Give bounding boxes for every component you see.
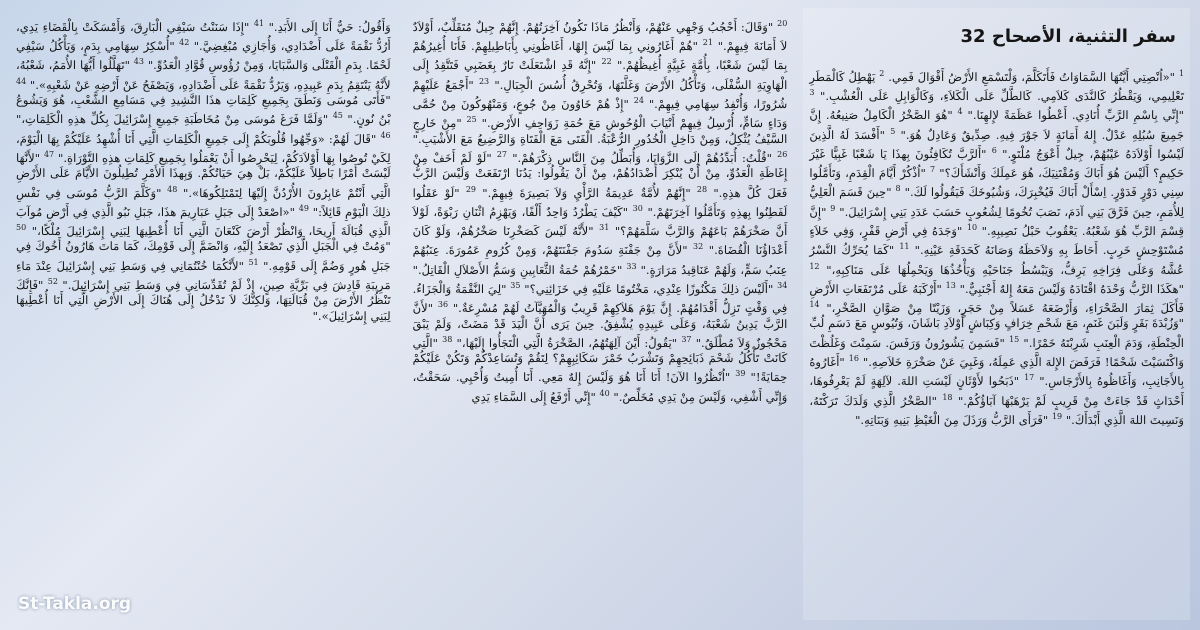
verse-number: 22 bbox=[601, 57, 612, 67]
verse bbox=[452, 336, 691, 350]
verse-number: 47 bbox=[43, 150, 55, 159]
verse-number: 10 bbox=[966, 223, 978, 233]
verse bbox=[520, 282, 787, 296]
verse-number: 33 bbox=[626, 261, 637, 271]
scripture-page bbox=[10, 8, 1190, 620]
verse-text: "فَسَمِنَ يَشُورُونُ وَرَفَسَ. سَمِنْتَ وَغَلُظْتَ وَاكْتَسَيْتَ شَحْمًا! فَرَفَضَ الإِلهَ الَّذِي عَمِلَهُ، وَغَبِيَ عَنْ صَخْرَةِ خَلاَصِهِ." bbox=[809, 335, 1185, 369]
verse-number: 15 bbox=[1009, 334, 1020, 344]
verse-text: "الَّتِي كَانَتْ تَأْكُلُ شَحْمَ ذَبَائِحِهِمْ وَتَشْرَبُ خَمْرَ سَكَائِبِهِمْ؟ لِتَقُمْ وَتُسَاعِدْكُمْ وَتَكُنْ عَلَيْكُمْ حِمَايَةً!" bbox=[412, 335, 788, 385]
verse-text: "وَكَلَّمَ الرَّبُّ مُوسَى فِي نَفْسِ ذلِكَ الْيَوْمِ قَائِلاً:" bbox=[15, 185, 391, 219]
verse-number: 16 bbox=[848, 354, 859, 364]
verse bbox=[476, 186, 707, 200]
chapter-title: سفر التثنية، الأصحاح 32 bbox=[960, 26, 1176, 47]
verse-text: "وَمُتْ فِي الْجَبَلِ الَّذِي تَصْعَدُ إِلَيْهِ، وَانْضَمَّ إِلَى قَوْمِكَ، كَمَا مَاتَ هَارُونُ أَخُوكَ فِي جَبَلِ هُورٍ وَضُمَّ إِلَى قَوْمِهِ." bbox=[15, 239, 391, 273]
text-column-right bbox=[803, 8, 1190, 620]
verse-text: "لأَنَّهُ لَيْسَ كَصَخْرِنَا صَخْرُهُمْ، وَلَوْ كَانَ أَعْدَاؤُنَا الْقُضَاةَ." bbox=[412, 224, 788, 258]
verse-number: 1 bbox=[1178, 69, 1185, 78]
verse-number: 6 bbox=[991, 146, 997, 156]
verse-number: 13 bbox=[945, 280, 956, 290]
verse-number: 40 bbox=[599, 388, 610, 398]
verse-number: 41 bbox=[253, 19, 265, 28]
verse-text: "لأَنَّ الرَّبَّ يَدِينُ شَعْبَهُ، وَعَلَى عَبِيدِهِ يُشْفِقُ. حِينَ يَرَى أَنَّ الْيَدَ قَدْ مَضَتْ، وَلَمْ يَبْقَ مَحْجُوزٌ وَلاَ مُطْلَقٌ." bbox=[412, 301, 788, 350]
verse-text: "ذَبَحُوا لأَوْثَانٍ لَيْسَتِ اللهَ. لآلِهَةٍ لَمْ يَعْرِفُوهَا، أَحْدَاثٍ قَدْ جَاءَتْ مِنْ قَرِيبٍ لَمْ يَرْهَبْهَا آبَاؤُكُمْ." bbox=[809, 374, 1185, 408]
verse-number: 36 bbox=[437, 300, 449, 310]
verse-text: "إِنَّهُ قَدِ اشْتَعَلَتْ نَارٌ بِغَضَبِي فَتَتَّقِدُ إِلَى الْهَاوِيَةِ السُّفْلَى، وَتَأْكُلُ الأَرْضَ وَغَلَّتَهَا، وَتُحْرِقُ أُسُسَ الْجِبَالِ." bbox=[412, 58, 788, 92]
verse-text: "فَرَأَى الرَّبُّ وَرَذَلَ مِنَ الْغَيْظِ بَنِيهِ وَبَنَاتِهِ." bbox=[855, 412, 1049, 427]
verse-text: "قُلْتُ: أُبَدِّدُهُمْ إِلَى الزَّوَايَا، وَأُبَطِّلُ مِنَ النَّاسِ ذِكْرَهُمْ." bbox=[512, 150, 772, 165]
verse-number: 35 bbox=[510, 281, 521, 290]
verse-text: "هُمْ أَغَارُونِي بِمَا لَيْسَ إِلهًا، أَغَاظُونِي بِأَبَاطِيلِهِمْ. فَأَنَا أُغِيرُهُمْ بِمَا لَيْسَ شَعْبًا، بِأُمَّةٍ غَبِيَّةٍ أُغِيظُهُمْ." bbox=[412, 39, 788, 73]
verse-number: 28 bbox=[696, 184, 708, 194]
verse-number: 43 bbox=[133, 57, 144, 67]
verse-text: "حِينَ قَسَمَ الْعَلِيُّ لِلأُمَمِ، حِينَ فَرَّقَ بَنِي آدَمَ، نَصَبَ تُخُومًا لِشُعُوبٍ حَسَبَ عَدَدِ بَنِي إِسْرَائِيلَ." bbox=[809, 185, 1185, 219]
verse-text: "أَلَيْسَ ذلِكَ مَكْنُوزًا عِنْدِي، مَخْتُومًا عَلَيْهِ فِي خَزَائِنِي؟" bbox=[524, 281, 774, 296]
verse-number: 25 bbox=[466, 115, 477, 125]
verse-text: "مِنْ خَارِجٍ السَّيْفُ يُثْكِلُ، وَمِنْ دَاخِلِ الْخُدُورِ الرُّعْبَةُ. الْفَتَى مَعَ الْفَتَاةِ وَالرَّضِيعُ مَعَ الأَشْيَبِ." bbox=[412, 116, 788, 146]
verse-text: "خَمْرُهُمْ حُمَةُ الثَّعَابِينِ وَسَمُّ الأَصْلاَلِ الْقَاتِلُ." bbox=[412, 262, 623, 277]
verse-text: "أَجْمَعُ عَلَيْهِمْ شُرُورًا، وَأُنْفِدُ سِهَامِي فِيهِمْ." bbox=[412, 77, 788, 111]
verse-text: "وَزُبْدَةَ بَقَرٍ وَلَبَنَ غَنَمٍ، مَعَ شَحْمِ خِرَافٍ وَكِبَاشٍ أَوْلاَدِ بَاشَانَ، وَتُيُوسٍ مَعَ دَسَمِ لُبِّ الْحِنْطَةِ، وَدَمَ الْعِنَبِ شَرِبْتَهُ خَمْرًا." bbox=[809, 316, 1184, 350]
text-column-left bbox=[10, 8, 397, 620]
verse-number: 50 bbox=[15, 223, 27, 233]
verse bbox=[507, 151, 787, 165]
verse-text: "لأَنَّهَا لَيْسَتْ أَمْرًا بَاطِلاً عَلَيْكُمْ، بَلْ هِيَ حَيَاتُكُمْ. وَبِهذَا الأَمْرِ تُطِيلُونَ الأَيَّامَ عَلَى الأَرْضِ الَّتِي أَنْتُمْ عَابِرُونَ الأُرْدُنَّ إِلَيْهَا لِتَمْتَلِكُوهَا»." bbox=[15, 150, 391, 200]
verse-block bbox=[16, 16, 391, 324]
verse-text: "أَرْكَبَهُ عَلَى مُرْتَفَعَاتِ الأَرْضِ فَأَكَلَ ثِمَارَ الصَّحْرَاءِ، وَأَرْضَعَهُ عَسَلاً مِنْ حَجَرٍ، وَزَيْتًا مِنْ صَوَّانِ الصَّخْرِ،" bbox=[809, 281, 1184, 316]
verse-text: "هُوَ الصَّخْرُ الْكَامِلُ صَنِيعُهُ. إِنَّ جَمِيعَ سُبُلِهِ عَدْلٌ. إِلهُ أَمَانَةٍ لاَ جَوْرَ فِيهِ. صِدِّيقٌ وَعَادِلٌ هُوَ." bbox=[809, 108, 1184, 142]
verse-text: "هكَذَا الرَّبُّ وَحْدَهُ اقْتَادَهُ وَلَيْسَ مَعَهُ إِلهٌ أَجْنَبِيٌّ." bbox=[959, 281, 1184, 296]
verse-number: 44 bbox=[15, 76, 27, 86]
verse-number: 26 bbox=[777, 150, 788, 159]
verse-number: 42 bbox=[179, 38, 190, 48]
verse-text: "فَإِنَّكَ تَنْظُرُ الأَرْضَ مِنْ قُبَالَتِهَا، وَلكِنَّكَ لاَ تَدْخُلُ إِلَى هُنَاكَ إِلَى الأَرْضِ الَّتِي أَنَا أُعْطِيهَا لِبَنِي إِسْرَائِيلَ»." bbox=[15, 278, 391, 323]
verse-number: 34 bbox=[777, 281, 788, 290]
verse-number: 20 bbox=[777, 19, 788, 28]
verse bbox=[884, 70, 1184, 84]
verse-text: "إِنِّي بِاسْمِ الرَّبِّ أُنَادِي. أَعْطُوا عَظَمَةً لإِلهِنَا." bbox=[967, 108, 1185, 123]
verse-number: 4 bbox=[957, 107, 963, 117]
verse-number: 27 bbox=[496, 150, 508, 159]
verse-text: "كَمَا يُحَرِّكُ النَّسْرُ عُشَّهُ وَعَلَى فِرَاخِهِ يَرِفُّ، وَيَبْسُطُ جَنَاحَيْهِ وَيَأْخُذُهَا وَيَحْمِلُهَا عَلَى مَنَاكِبِهِ،" bbox=[809, 243, 1185, 277]
verse-number: 23 bbox=[478, 76, 490, 86]
verse bbox=[855, 413, 1062, 427]
verse-text: "أُسْكِرُ سِهَامِي بِدَمٍ، وَيَأْكُلُ سَيْفِي لَحْمًا. بِدَمِ الْقَتْلَى وَالسَّبَايَا، وَمِنْ رُؤُوسِ قُوَّادِ الْعَدُوِّ." bbox=[15, 39, 391, 73]
verse-text: "أَلرَّبَّ تُكَافِئُونَ بِهذَا يَا شَعْبًا غَبِيًّا غَيْرَ حَكِيمٍ؟ أَلَيْسَ هُوَ أَبَاكَ وَمُقْتَنِيَكَ، هُوَ عَمِلَكَ وَأَنْشَأَكَ؟" bbox=[809, 146, 1185, 181]
verse-number: 2 bbox=[879, 69, 885, 78]
verse-text: "تَهَلَّلُوا أَيُّهَا الأُمَمُ، شَعْبُهُ، لأَنَّهُ يَنْتَقِمُ بِدَمِ عَبِيدِهِ، وَيَرُدُّ نَقْمَةً عَلَى أَضْدَادِهِ، وَيَصْفَحُ عَنْ أَرْضِهِ عَنْ شَعْبِهِ»." bbox=[15, 58, 391, 92]
verse bbox=[16, 112, 343, 126]
verse-number: 37 bbox=[681, 334, 692, 344]
verse-number: 49 bbox=[298, 203, 309, 213]
verse-text: "لِيَ النَّقْمَةُ وَالْجَزَاءُ. فِي وَقْتٍ تَزِلُّ أَقْدَامُهُمْ. إِنَّ يَوْمَ هَلاَكِهِمْ قَرِيبٌ وَالْمُهَيَّآتُ لَهُمْ مُسْرِعَةٌ." bbox=[412, 281, 788, 316]
verse-text: يَهْطِلُ كَالْمَطَرِ تَعْلِيمِي، وَيَقْطُرُ كَالنَّدَى كَلاَمِي. كَالطَّلِّ عَلَى الْكَلاَءِ، وَكَالْوَابِلِ عَلَى الْعُشْبِ." bbox=[809, 69, 1185, 104]
verse-text: "لَوْ لَمْ أَخَفْ مِنْ إِغَاظَةِ الْعَدُوِّ، مِنْ أَنْ يُنْكِرَ أَضْدَادُهُمْ، مِنْ أَنْ يَقُولُوا: يَدُنَا ارْتَفَعَتْ وَلَيْسَ الرَّبُّ فَعَلَ كُلَّ هذِهِ." bbox=[412, 150, 788, 200]
verse-number: 17 bbox=[1024, 373, 1035, 383]
verse-text: "إِنَّهُمْ لأُمَّةٌ عَدِيمَةُ الرَّأْيِ وَلاَ بَصِيرَةَ فِيهِمْ." bbox=[482, 185, 691, 200]
verse-block bbox=[809, 66, 1184, 428]
verse-number: 11 bbox=[899, 242, 910, 252]
verse-text: "لَوْ عَقَلُوا لَفَطِنُوا بِهذِهِ وَتَأَمَّلُوا آخِرَتَهُمْ." bbox=[412, 185, 788, 219]
verse-text: "الصَّخْرُ الَّذِي وَلَدَكَ تَرَكْتَهُ، وَنَسِيتَ اللهَ الَّذِي أَبْدَأَكَ." bbox=[809, 393, 1184, 427]
verse-text: "لأَنَّكُمَا خُنْتُمَانِي فِي وَسَطِ بَنِي إِسْرَائِيلَ عِنْدَ مَاءِ مَرِيبَةِ قَادِشَ فِي بَرِّيَّةِ صِينٍ، إِذْ لَمْ تُقَدِّسَانِي فِي وَسَطِ بَنِي إِسْرَائِيلَ." bbox=[15, 258, 391, 292]
verse-number: 8 bbox=[895, 184, 901, 194]
verse-text: "إِنَّ قِسْمَ الرَّبِّ هُوَ شَعْبُهُ. يَعْقُوبُ حَبْلُ نَصِيبِهِ." bbox=[809, 204, 1184, 238]
verse-number: 19 bbox=[1051, 411, 1063, 421]
site-watermark: St-Takla.org bbox=[18, 594, 132, 614]
verse bbox=[16, 132, 391, 165]
verse-number: 18 bbox=[942, 392, 953, 402]
verse-number: 51 bbox=[248, 257, 259, 267]
verse-text: "لأَنَّ مِنْ جَفْنَةِ سَدُومَ جَفْنَتَهُمْ، وَمِنْ كُرُومِ عَمُورَةَ. عِنَبُهُمْ عِنَبُ سَمٍّ، وَلَهُمْ عَنَاقِيدُ مَرَارَةٍ." bbox=[412, 243, 788, 277]
verse-number: 3 bbox=[809, 88, 815, 98]
verse-text: "يَقُولُ: أَيْنَ آلِهَتُهُمُ، الصَّخْرَةُ الَّتِي الْتَجَأُوا إِلَيْهَا،" bbox=[456, 335, 678, 350]
verse-number: 32 bbox=[693, 242, 704, 252]
verse-number: 52 bbox=[47, 277, 58, 287]
text-column-middle bbox=[407, 8, 794, 620]
verse-number: 30 bbox=[632, 203, 643, 213]
verse bbox=[264, 20, 391, 34]
verse-block bbox=[413, 16, 788, 405]
verse-number: 12 bbox=[809, 261, 820, 271]
verse-text: "كَيْفَ يَطْرُدُ وَاحِدٌ أَلْفًا، وَيَهْزِمُ اثْنَانِ رَبْوَةً، لَوْلاَ أَنَّ صَخْرَهُمْ بَاعَهُمْ وَالرَّبَّ سَلَّمَهُمْ؟" bbox=[412, 204, 788, 239]
verse-number: 29 bbox=[465, 184, 476, 194]
verse-number: 9 bbox=[830, 203, 836, 213]
verse-text: "إِذَا سَنَنْتُ سَيْفِي الْبَارِقَ، وَأَمْسَكَتْ بِالْقَضَاءِ يَدِي، أَرُدُّ نَقْمَةً عَلَى أَضْدَادِي، وَأُجَازِي مُبْغِضِيَّ." bbox=[15, 19, 391, 54]
verse-text: "اُنْظُرُوا الآنَ! أَنَا أَنَا هُوَ وَلَيْسَ إِلهٌ مَعِي. أَنَا أُمِيتُ وَأُحْيِي. سَحَقْتُ، وَإِنِّي أَشْفِي، وَلَيْسَ مِنْ يَدِي مُخَلِّصٌ." bbox=[412, 370, 788, 404]
verse-number: 31 bbox=[599, 223, 610, 233]
verse-text: "اُذْكُرْ أَيَّامَ الْقِدَمِ، وَتَأَمَّلُوا سِنِي دَوْرٍ فَدَوْرٍ. اِسْأَلْ أَبَاكَ فَيُخْبِرَكَ، وَشُيُوخَكَ فَيَقُولُوا لَكَ." bbox=[809, 166, 1185, 200]
verse-text: "إِنِّي أَرْفَعُ إِلَى السَّمَاءِ يَدِي bbox=[471, 389, 596, 404]
verse-number: 24 bbox=[633, 96, 644, 106]
verse-number: 5 bbox=[890, 126, 896, 136]
verse-number: 39 bbox=[735, 369, 746, 379]
verse-number: 21 bbox=[702, 38, 713, 48]
verse-text: "وَجَدَهُ فِي أَرْضِ قَفْرٍ، وَفِي خَلاَءٍ مُسْتَوْحِشٍ خَرِبٍ. أَحَاطَ بِهِ وَلاَحَظَهُ وَصَانَهُ كَحَدَقَةِ عَيْنِهِ." bbox=[809, 223, 1184, 258]
verse-text: "أَغَارُوهُ بِالأَجَانِبِ، وَأَغَاظُوهُ بِالأَرْجَاسِ." bbox=[809, 354, 1185, 389]
verse-number: 38 bbox=[442, 334, 453, 344]
verse-text: "قَالَ لَهُمْ: «وَجِّهُوا قُلُوبَكُمْ إِلَى جَمِيعِ الْكَلِمَاتِ الَّتِي أَنَا أُشْهِدُ عَلَيْكُمْ بِهَا الْيَوْمَ، لِكَيْ تُوصُوا بِهَا أَوْلاَدَكُمْ، لِيَحْرِصُوا أَنْ يَعْمَلُوا بِجَمِيعِ كَلِمَاتِ هذِهِ التَّوْرَاةِ." bbox=[15, 131, 391, 165]
verse bbox=[413, 263, 637, 277]
verse-text: "«اصْعَدْ إِلَى جَبَلِ عَبَارِيمَ هذَا، جَبَلِ نَبُو الَّذِي فِي أَرْضِ مُوآبَ الَّذِي قُبَالَةَ أَرِيحَا، وَانْظُرْ أَرْضَ كَنْعَانَ الَّتِي أَنَا أُعْطِيهَا لِبَنِي إِسْرَائِيلَ مُلْكًا،" bbox=[15, 204, 391, 239]
verse-text: وَأَقُولُ: حَيٌّ أَنَا إِلَى الأَبَدِ." bbox=[268, 19, 391, 34]
verse-number: 14 bbox=[809, 300, 820, 310]
verse-number: 7 bbox=[930, 165, 936, 175]
verse-text: "فَأَتَى مُوسَى وَنَطَقَ بِجَمِيعِ كَلِمَاتِ هذَا النَّشِيدِ فِي مَسَامِعِ الشَّعْبِ، هُوَ وَيَشُوعُ بْنُ نُونٍ." bbox=[15, 93, 391, 127]
verse-number: 48 bbox=[167, 184, 178, 194]
verse bbox=[472, 390, 610, 404]
verse-text: "وَلَمَّا فَرَغَ مُوسَى مِنْ مُخَاطَبَةِ جَمِيعِ إِسْرَائِيلَ بِكُلِّ هذِهِ الْكَلِمَاتِ،" bbox=[15, 112, 329, 127]
verse-text: "إِذْ هُمْ خَاوُونَ مِنْ جُوعٍ، وَمَنْهُوكُونَ مِنْ حُمَّى وَدَاءٍ سَامٍّ، أُرْسِلُ فِيهِمْ أَنْيَابَ الْوُحُوشِ مَعَ حُمَةِ زَوَاحِفِ الأَرْضِ." bbox=[412, 96, 788, 131]
verse-number: 45 bbox=[332, 111, 343, 121]
verse-text: "وَقَالَ: أَحْجُبُ وَجْهِي عَنْهُمْ، وَأَنْظُرُ مَاذَا تَكُونُ آخِرَتُهُمْ. إِنَّهُمْ جِيلٌ مُتَقَلِّبٌ، أَوْلاَدٌ لاَ أَمَانَةَ فِيهِمْ." bbox=[412, 19, 788, 54]
verse-text: "«اُنْصِتِي أَيَّتُهَا السَّمَاوَاتُ فَأَتَكَلَّمَ، وَلْتَسْمَعِ الأَرْضُ أَقْوَالَ فَمِي. bbox=[888, 69, 1176, 84]
verse-number: 46 bbox=[380, 130, 391, 140]
verse-text: "أَفْسَدَ لَهُ الَّذِينَ لَيْسُوا أَوْلاَدَهُ عَيْبُهُمْ، جِيلٌ أَعْوَجُ مُلْتَوٍ." bbox=[809, 127, 1185, 161]
